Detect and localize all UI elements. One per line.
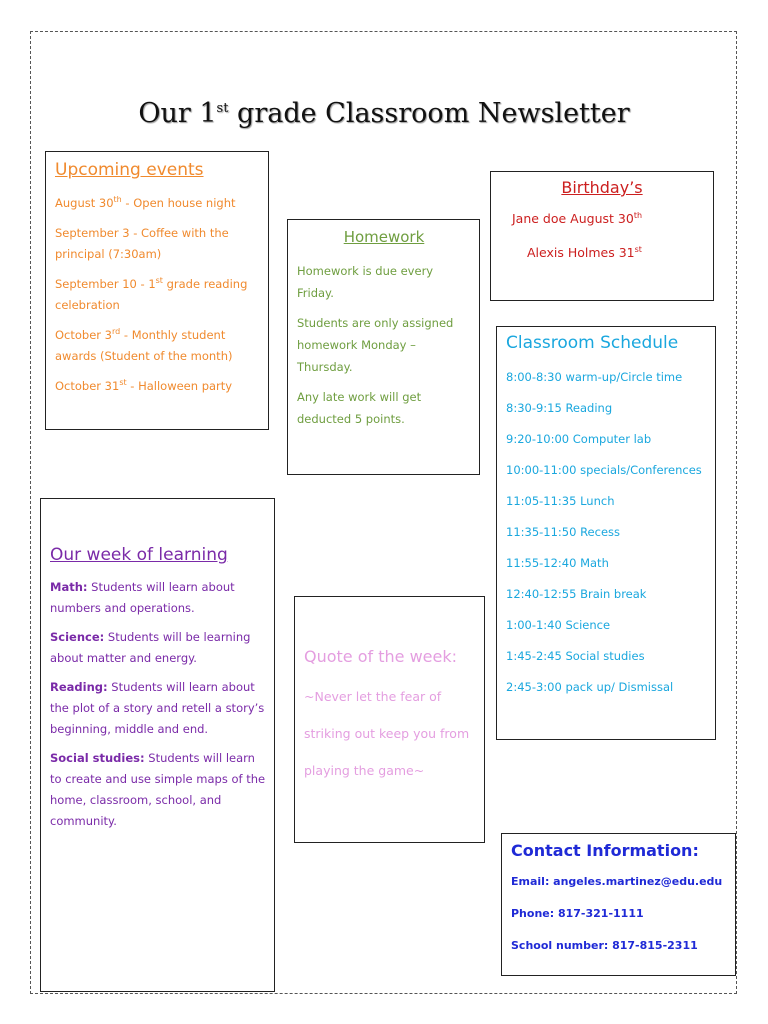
contact-school-number: School number: 817-815-2311	[511, 939, 698, 952]
classroom-schedule-box	[496, 326, 716, 740]
week-of-learning-box	[40, 498, 275, 992]
birthday-item: Jane doe August 30th	[512, 210, 643, 226]
schedule-item: 12:40-12:55 Brain break	[506, 587, 647, 601]
schedule-item: 8:30-9:15 Reading	[506, 401, 613, 415]
birthday-item: Alexis Holmes 31st	[527, 244, 642, 260]
quote-heading: Quote of the week:	[304, 647, 458, 666]
contact-heading: Contact Information:	[511, 841, 699, 860]
learning-item: Science: Students will be learning about matter and energy.	[50, 630, 251, 665]
title-superscript: st	[216, 101, 229, 116]
learning-item: Social studies: Students will learn to create and use simple maps of the home, classroom, school, and community.	[50, 751, 266, 828]
homework-heading: Homework	[343, 228, 425, 246]
event-item: October 31st - Halloween party	[55, 378, 233, 393]
event-item: October 3rd - Monthly student awards (Student of the month)	[55, 327, 233, 363]
title-text-start: Our 1	[138, 98, 217, 129]
quote-text: ~Never let the fear of striking out keep you from playing the game~	[304, 689, 470, 778]
schedule-item: 11:55-12:40 Math	[506, 556, 609, 570]
birthdays-heading: Birthday’s	[561, 178, 643, 197]
event-item: September 10 - 1st grade reading celebration	[55, 276, 248, 312]
schedule-item: 10:00-11:00 specials/Conferences	[506, 463, 702, 477]
learning-heading: Our week of learning	[50, 545, 228, 565]
birthdays-box	[490, 171, 714, 301]
event-item: September 3 - Coffee with the principal (7:30am)	[55, 226, 229, 261]
title-text-end: grade Classroom Newsletter	[228, 98, 630, 129]
schedule-item: 8:00-8:30 warm-up/Circle time	[506, 370, 683, 384]
contact-email: Email: angeles.martinez@edu.edu	[511, 875, 723, 888]
contact-phone: Phone: 817-321-1111	[511, 907, 644, 920]
schedule-item: 1:45-2:45 Social studies	[506, 649, 645, 663]
schedule-heading: Classroom Schedule	[506, 333, 679, 353]
homework-box	[287, 219, 480, 475]
learning-item: Math: Students will learn about numbers and operations.	[50, 580, 235, 615]
learning-item: Reading: Students will learn about the plot of a story and retell a story’s beginning, middle and end.	[50, 680, 265, 736]
schedule-item: 11:35-11:50 Recess	[506, 525, 621, 539]
quote-of-the-week-box	[294, 596, 485, 843]
homework-item: Homework is due every Friday.	[297, 264, 434, 300]
upcoming-events-heading: Upcoming events	[55, 160, 204, 180]
schedule-item: 11:05-11:35 Lunch	[506, 494, 615, 508]
homework-item: Any late work will get deducted 5 points.	[297, 390, 422, 426]
contact-information-box	[501, 833, 736, 976]
upcoming-events-box	[45, 151, 269, 430]
homework-item: Students are only assigned homework Monday – Thursday.	[297, 316, 454, 374]
newsletter-title	[0, 98, 768, 129]
schedule-item: 2:45-3:00 pack up/ Dismissal	[506, 680, 674, 694]
schedule-item: 1:00-1:40 Science	[506, 618, 611, 632]
event-item: August 30th - Open house night	[55, 195, 236, 210]
schedule-item: 9:20-10:00 Computer lab	[506, 432, 652, 446]
